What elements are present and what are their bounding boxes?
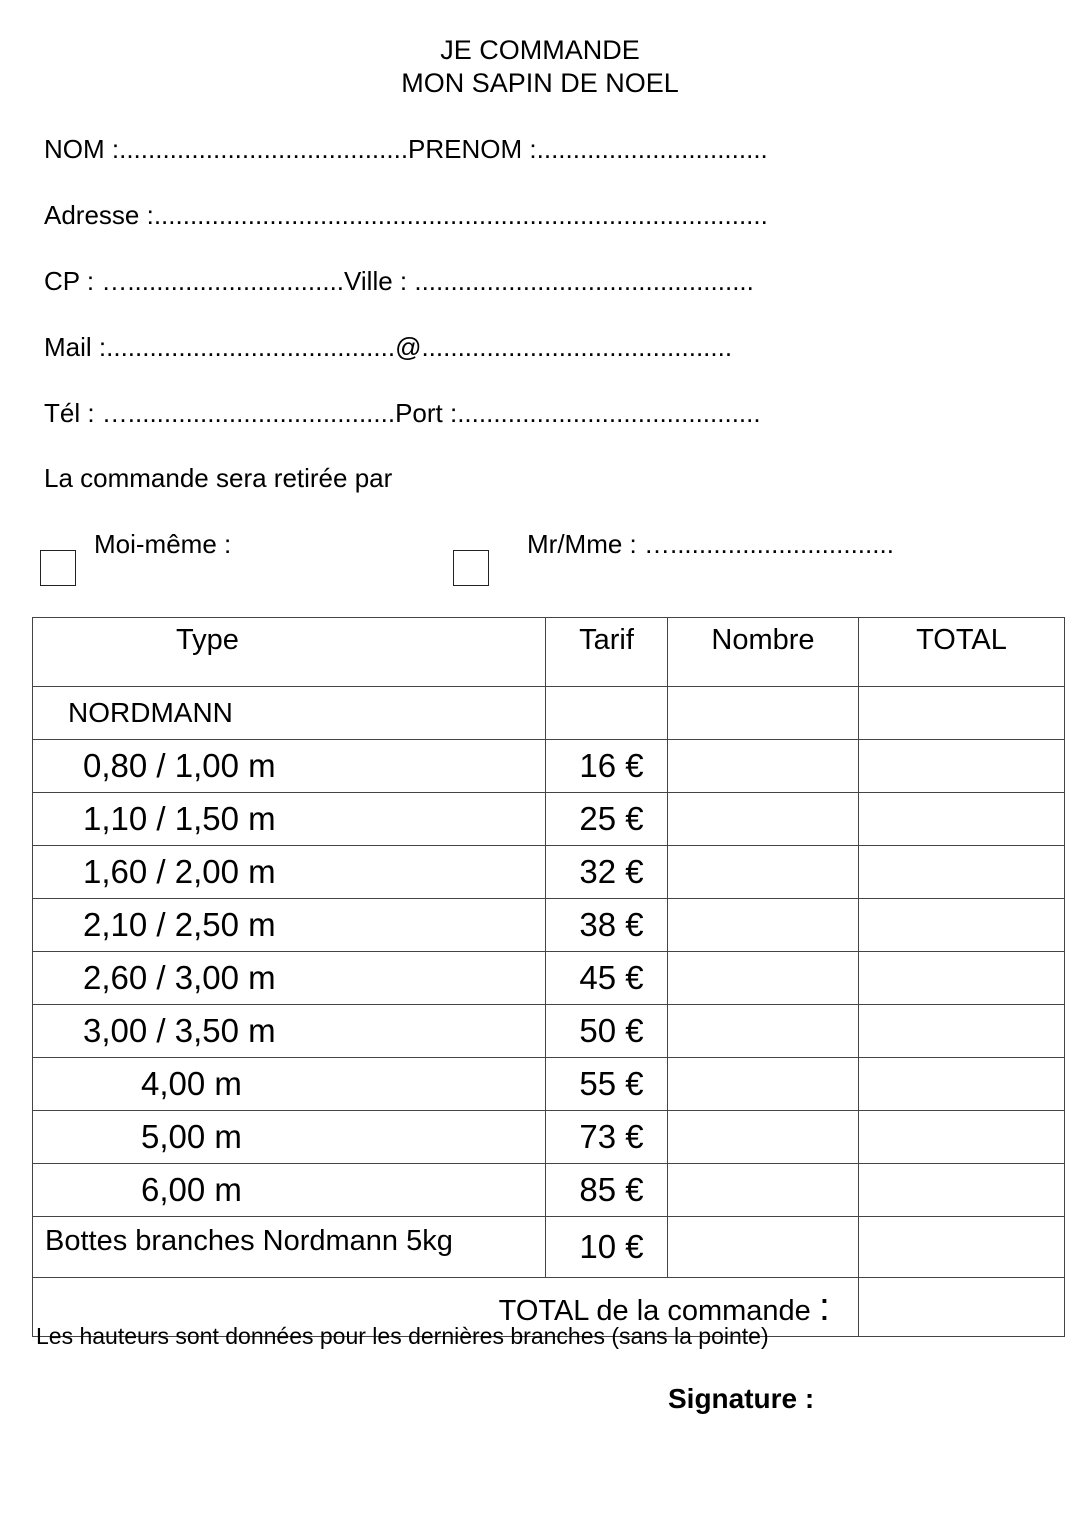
price-cell: 25 € xyxy=(546,793,668,846)
title-line-2: MON SAPIN DE NOEL xyxy=(401,68,679,98)
price-cell: 50 € xyxy=(546,1005,668,1058)
table-header-row xyxy=(33,618,1065,687)
table-row xyxy=(33,952,1065,1005)
adresse-field[interactable]: Adresse :..................................................................................... xyxy=(44,200,768,230)
price-cell: 73 € xyxy=(546,1111,668,1164)
price-cell: 16 € xyxy=(546,740,668,793)
bottes-row xyxy=(33,1217,1065,1278)
nom-prenom-field[interactable]: NOM :........................................PRENOM :................................ xyxy=(44,134,768,164)
table-row xyxy=(33,1005,1065,1058)
quantity-cell[interactable] xyxy=(668,899,859,952)
grand-total-label: TOTAL de la commande : xyxy=(33,1278,859,1337)
quantity-cell[interactable] xyxy=(668,1058,859,1111)
table-row xyxy=(33,1058,1065,1111)
table-row xyxy=(33,1164,1065,1217)
total-cell[interactable] xyxy=(859,740,1065,793)
price-cell: 32 € xyxy=(546,846,668,899)
total-cell[interactable] xyxy=(859,952,1065,1005)
price-cell: 55 € xyxy=(546,1058,668,1111)
table-row xyxy=(33,899,1065,952)
table-row xyxy=(33,793,1065,846)
size-cell: 6,00 m xyxy=(33,1164,546,1217)
total-cell[interactable] xyxy=(859,793,1065,846)
checkbox-moi-meme[interactable] xyxy=(40,550,76,586)
total-cell[interactable] xyxy=(859,1164,1065,1217)
quantity-cell[interactable] xyxy=(668,740,859,793)
quantity-cell[interactable] xyxy=(668,952,859,1005)
quantity-cell[interactable] xyxy=(668,846,859,899)
retrait-label: La commande sera retirée par xyxy=(44,463,393,493)
header-nombre: Nombre xyxy=(668,618,859,687)
price-cell: 45 € xyxy=(546,952,668,1005)
quantity-cell[interactable] xyxy=(668,1111,859,1164)
tel-port-field[interactable]: Tél : ….....................................Port :.......................................... xyxy=(44,398,761,428)
grand-total-cell[interactable] xyxy=(859,1278,1065,1337)
order-table xyxy=(32,617,1065,1337)
size-cell: 2,60 / 3,00 m xyxy=(33,952,546,1005)
quantity-cell[interactable] xyxy=(668,1217,859,1278)
quantity-cell[interactable] xyxy=(668,793,859,846)
table-row xyxy=(33,846,1065,899)
signature-label: Signature : xyxy=(668,1383,815,1414)
mr-mme-field[interactable]: Mr/Mme : …............................... xyxy=(527,529,894,559)
quantity-cell[interactable] xyxy=(668,1005,859,1058)
header-total: TOTAL xyxy=(859,618,1065,687)
quantity-cell[interactable] xyxy=(668,1164,859,1217)
price-cell: 85 € xyxy=(546,1164,668,1217)
checkbox-mr-mme[interactable] xyxy=(453,550,489,586)
total-cell[interactable] xyxy=(859,1005,1065,1058)
total-cell[interactable] xyxy=(859,1217,1065,1278)
price-cell: 38 € xyxy=(546,899,668,952)
total-cell[interactable] xyxy=(859,846,1065,899)
size-cell: 0,80 / 1,00 m xyxy=(33,740,546,793)
table-row xyxy=(33,1111,1065,1164)
category-label: NORDMANN xyxy=(33,687,546,740)
height-note: Les hauteurs sont données pour les dernières branches (sans la pointe) xyxy=(36,1323,769,1349)
size-cell: 1,60 / 2,00 m xyxy=(33,846,546,899)
total-cell[interactable] xyxy=(859,1058,1065,1111)
mail-field[interactable]: Mail :........................................@........................................... xyxy=(44,332,733,362)
bottes-label: Bottes branches Nordmann 5kg xyxy=(33,1217,546,1278)
size-cell: 4,00 m xyxy=(33,1058,546,1111)
cp-ville-field[interactable]: CP : …..............................Ville : ............................................... xyxy=(44,266,754,296)
total-cell[interactable] xyxy=(859,1111,1065,1164)
title-line-1: JE COMMANDE xyxy=(440,35,640,65)
moi-meme-label: Moi-même : xyxy=(94,529,232,559)
size-cell: 5,00 m xyxy=(33,1111,546,1164)
size-cell: 1,10 / 1,50 m xyxy=(33,793,546,846)
category-row xyxy=(33,687,1065,740)
header-type: Type xyxy=(33,618,546,687)
bottes-price: 10 € xyxy=(546,1217,668,1278)
table-row xyxy=(33,740,1065,793)
size-cell: 3,00 / 3,50 m xyxy=(33,1005,546,1058)
total-cell[interactable] xyxy=(859,899,1065,952)
size-cell: 2,10 / 2,50 m xyxy=(33,899,546,952)
header-tarif: Tarif xyxy=(546,618,668,687)
